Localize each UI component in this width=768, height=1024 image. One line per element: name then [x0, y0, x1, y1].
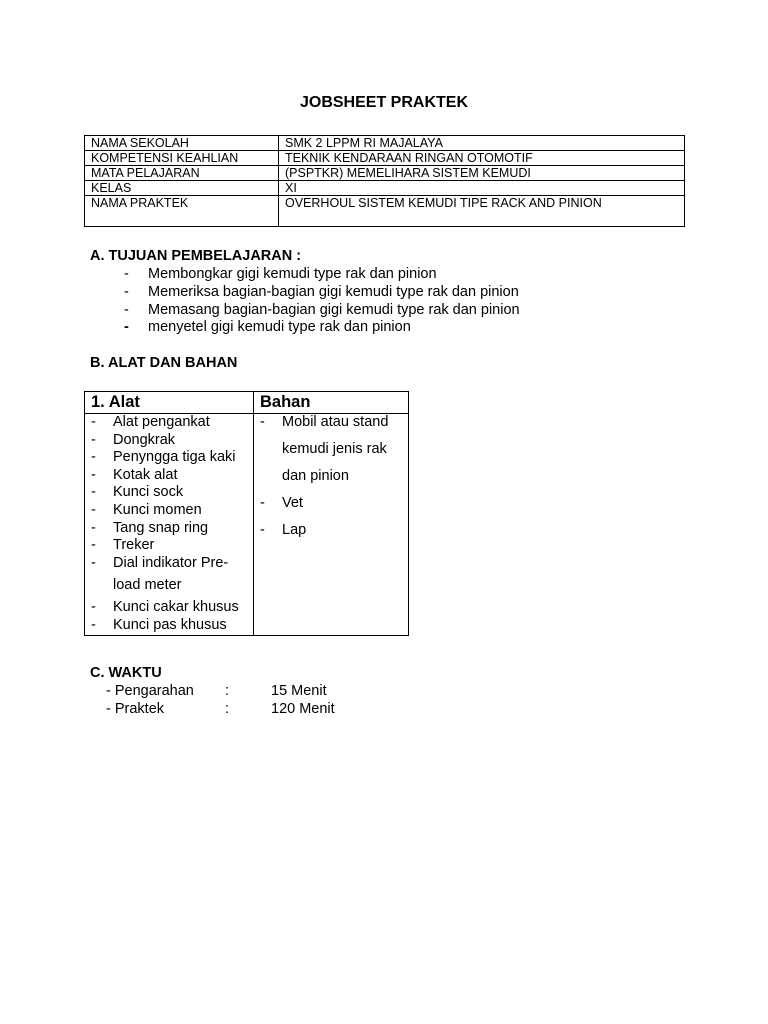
- schedule-row: - Praktek : 120 Menit: [106, 700, 335, 717]
- list-item: - Memeriksa bagian-bagian gigi kemudi type rak dan pinion: [124, 283, 519, 300]
- list-item: - Dial indikator Pre-: [91, 554, 229, 571]
- page-title: JOBSHEET PRAKTEK: [299, 94, 469, 111]
- list-item: - Alat pengankat: [91, 414, 210, 430]
- list-item: - Kunci pas khusus: [91, 616, 227, 633]
- alat-list: [85, 414, 253, 635]
- info-key: KELAS: [85, 181, 279, 196]
- objectives-list: [124, 266, 520, 337]
- table-header-row: [85, 392, 409, 414]
- info-value: OVERHOUL SISTEM KEMUDI TIPE RACK AND PINION: [279, 196, 685, 227]
- info-key: KOMPETENSI KEAHLIAN: [85, 151, 279, 166]
- list-item: - Tang snap ring: [91, 519, 209, 536]
- section-a-title: A. TUJUAN PEMBELAJARAN :: [90, 248, 302, 264]
- list-item-continuation: dan pinion: [282, 467, 349, 484]
- school-info-table: [84, 135, 685, 227]
- dash-bullet: -: [124, 319, 129, 336]
- table-row: [85, 414, 409, 636]
- table-row: [85, 136, 685, 151]
- list-item: - Vet: [260, 494, 303, 511]
- bahan-header: Bahan: [254, 392, 409, 414]
- section-b-title: B. ALAT DAN BAHAN: [90, 355, 238, 371]
- dash-bullet: -: [124, 301, 129, 318]
- info-key: NAMA PRAKTEK: [85, 196, 279, 227]
- info-key: NAMA SEKOLAH: [85, 136, 279, 151]
- alat-bahan-table: [84, 391, 409, 636]
- dash-bullet: -: [124, 266, 129, 282]
- list-item-continuation: load meter: [113, 577, 182, 594]
- table-row: [85, 151, 685, 166]
- list-item: - Kunci momen: [91, 501, 202, 518]
- bahan-list: [254, 414, 408, 544]
- alat-header: 1. Alat: [85, 392, 254, 414]
- info-value: TEKNIK KENDARAAN RINGAN OTOMOTIF: [279, 151, 685, 166]
- list-item: - Dongkrak: [91, 431, 176, 448]
- list-item: - Mobil atau stand: [260, 414, 389, 430]
- dash-bullet: -: [124, 283, 129, 300]
- info-value: XI: [279, 181, 685, 196]
- table-row: [85, 196, 685, 227]
- table-row: [85, 166, 685, 181]
- alat-cell: [85, 414, 254, 636]
- section-c-title: C. WAKTU: [90, 665, 162, 681]
- table-row: [85, 181, 685, 196]
- list-item: - Treker: [91, 537, 155, 554]
- list-item-continuation: kemudi jenis rak: [282, 440, 387, 457]
- list-item: - Penyngga tiga kaki: [91, 449, 236, 466]
- list-item: - Kunci sock: [91, 484, 184, 501]
- info-value: SMK 2 LPPM RI MAJALAYA: [279, 136, 685, 151]
- list-item: - Memasang bagian-bagian gigi kemudi type rak dan pinion: [124, 301, 520, 318]
- info-key: MATA PELAJARAN: [85, 166, 279, 181]
- bahan-cell: [254, 414, 409, 636]
- time-schedule: [106, 683, 335, 718]
- list-item: - Kotak alat: [91, 466, 178, 483]
- info-value: (PSPTKR) MEMELIHARA SISTEM KEMUDI: [279, 166, 685, 181]
- list-item: - Kunci cakar khusus: [91, 599, 239, 616]
- list-item: - menyetel gigi kemudi type rak dan pinion: [124, 319, 411, 336]
- list-item: - Membongkar gigi kemudi type rak dan pinion: [124, 266, 437, 282]
- list-item: - Lap: [260, 521, 307, 538]
- schedule-row: - Pengarahan : 15 Menit: [106, 683, 327, 699]
